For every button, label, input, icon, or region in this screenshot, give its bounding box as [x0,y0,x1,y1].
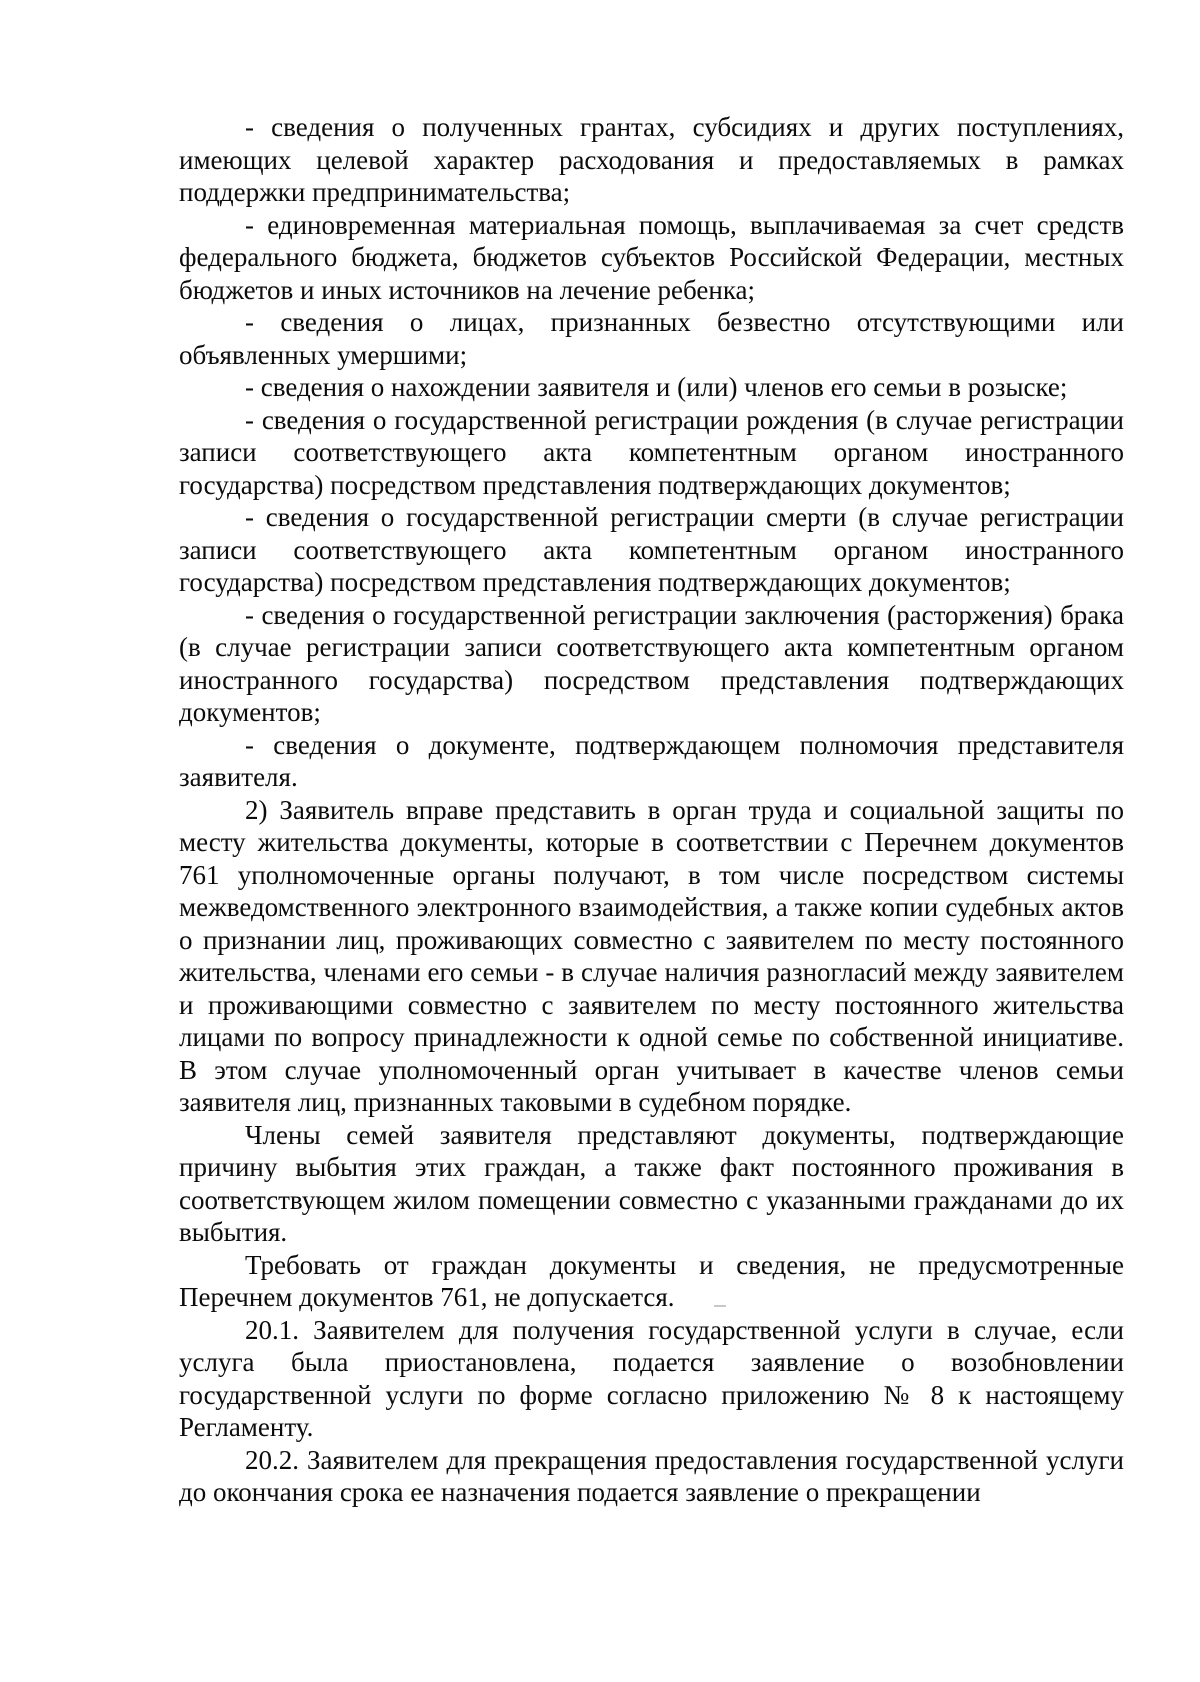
scan-artifact-mark [714,1305,726,1307]
paragraph-applicant-right: 2) Заявитель вправе представить в орган труда и социальной защиты по месту жительства документы, которые в соответствии с Перечнем документов 761 уполномоченные органы получают, в том числе посредством системы межведомственного электронного взаимодействия, а также копии судебных актов о признании лиц, проживающих совместно с заявителем по месту постоянного жительства, членами его семьи - в случае наличия разногласий между заявителем и проживающими совместно с заявителем по месту постоянного жительства лицами по вопросу принадлежности к одной семье по собственной инициативе. В этом случае уполномоченный орган учитывает в качестве членов семьи заявителя лиц, признанных таковыми в судебном порядке. [179,794,1124,1117]
paragraph-representative-document: - сведения о документе, подтверждающем полномочия представителя заявителя. [179,729,1124,792]
paragraph-missing-persons: - сведения о лицах, признанных безвестно отсутствующими или объявленных умершими; [179,307,1124,370]
paragraph-marriage-registration: - сведения о государственной регистрации заключения (расторжения) брака (в случае регистрации записи соответствующего акта компетентным органом иностранного государства) посредством представления подтверждающих документов; [179,599,1124,727]
paragraph-birth-registration: - сведения о государственной регистрации рождения (в случае регистрации записи соответствующего акта компетентным органом иностранного государства) посредством представления подтверждающих документов; [179,404,1124,500]
paragraph-wanted-search: - сведения о нахождении заявителя и (или) членов его семьи в розыске; [245,372,1068,402]
paragraph-family-members: Члены семей заявителя представляют документы, подтверждающие причину выбытия этих граждан, а также факт постоянного проживания в соответствующем жилом помещении совместно с указанными гражданами до их выбытия. [179,1119,1124,1247]
paragraph-material-aid: - единовременная материальная помощь, выплачиваемая за счет средств федерального бюджета, бюджетов субъектов Российской Федерации, местных бюджетов и иных источников на лечение ребенка; [179,209,1124,305]
paragraph-death-registration: - сведения о государственной регистрации смерти (в случае регистрации записи соответствующего акта компетентным органом иностранного государства) посредством представления подтверждающих документов; [179,502,1124,597]
paragraph-not-allowed: Требовать от граждан документы и сведения, не предусмотренные Перечнем документов 761, не допускается. [179,1249,1124,1312]
paragraph-grants-info: - сведения о полученных грантах, субсидиях и других поступлениях, имеющих целевой характер расходования и предоставляемых в рамках поддержки предпринимательства; [179,112,1124,207]
paragraph-20-1: 20.1. Заявителем для получения государственной услуги в случае, если услуга была приостановлена, подается заявление о возобновлении государственной услуги по форме согласно приложению № 8 к настоящему Регламенту. [179,1314,1124,1442]
paragraph-20-2: 20.2. Заявителем для прекращения предоставления государственной услуги до окончания срока ее назначения подается заявление о прекращении [179,1444,1124,1507]
